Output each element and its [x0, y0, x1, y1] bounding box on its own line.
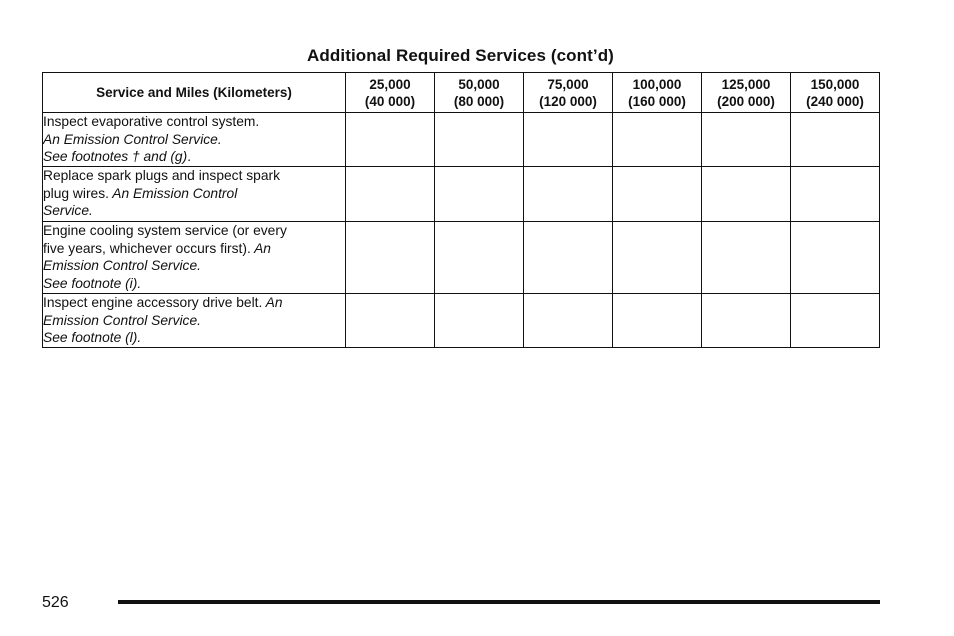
schedule-cell	[613, 222, 702, 294]
emission-note: An	[250, 240, 271, 256]
header-interval-50000	[435, 73, 524, 113]
page-title: Additional Required Services (cont’d)	[307, 46, 614, 65]
footer-rule	[118, 600, 880, 604]
schedule-cell	[435, 113, 524, 167]
emission-note: Emission Control Service.	[43, 312, 201, 328]
header-service: Service and Miles (Kilometers)	[43, 73, 346, 113]
schedule-cell	[435, 167, 524, 222]
footnote-ref: See footnote (l).	[43, 330, 142, 345]
table-row	[43, 294, 880, 348]
service-cell-spark-plugs	[43, 167, 346, 222]
service-cell-evaporative	[43, 113, 346, 167]
interval-miles: 150,000	[810, 76, 860, 92]
schedule-cell	[346, 167, 435, 222]
emission-note: Emission Control Service.	[43, 258, 201, 273]
maintenance-schedule-table	[42, 72, 880, 348]
header-interval-75000	[524, 73, 613, 113]
service-cell-drive-belt	[43, 294, 346, 348]
footnote-ref: See footnote (i).	[43, 275, 142, 291]
interval-km: (160 000)	[628, 93, 686, 109]
service-text: five years, whichever occurs first).	[43, 240, 251, 256]
interval-km: (240 000)	[806, 93, 864, 109]
interval-miles: 25,000	[369, 76, 411, 92]
service-text: Replace spark plugs and inspect spark	[43, 168, 280, 183]
interval-miles: 100,000	[632, 76, 682, 92]
schedule-cell	[435, 222, 524, 294]
schedule-cell	[613, 113, 702, 167]
schedule-cell	[346, 294, 435, 348]
footnote-end: .	[187, 149, 192, 164]
service-cell-cooling-system	[43, 222, 346, 294]
interval-miles: 50,000	[458, 76, 500, 92]
schedule-cell	[524, 113, 613, 167]
emission-note: An Emission Control	[108, 185, 238, 201]
header-row	[43, 73, 880, 113]
header-interval-125000	[702, 73, 791, 113]
interval-km: (80 000)	[453, 93, 505, 109]
schedule-cell	[791, 222, 880, 294]
emission-note: An	[262, 295, 283, 310]
schedule-cell	[346, 113, 435, 167]
service-text: Inspect engine accessory drive belt.	[43, 295, 263, 310]
header-interval-150000	[791, 73, 880, 113]
header-interval-25000	[346, 73, 435, 113]
emission-note: Service.	[43, 203, 93, 218]
schedule-cell	[613, 294, 702, 348]
schedule-cell	[346, 222, 435, 294]
header-interval-100000	[613, 73, 702, 113]
schedule-cell	[702, 113, 791, 167]
emission-note: An Emission Control Service.	[43, 131, 222, 147]
schedule-cell	[613, 167, 702, 222]
interval-km: (120 000)	[539, 93, 597, 109]
schedule-cell	[524, 222, 613, 294]
schedule-cell	[435, 294, 524, 348]
footnote-ref: See footnotes † and (g)	[43, 149, 188, 164]
interval-miles: 125,000	[721, 76, 771, 92]
schedule-cell	[702, 222, 791, 294]
interval-km: (200 000)	[717, 93, 775, 109]
schedule-cell	[524, 167, 613, 222]
schedule-cell	[791, 294, 880, 348]
schedule-cell	[702, 167, 791, 222]
interval-miles: 75,000	[547, 76, 589, 92]
schedule-cell	[702, 294, 791, 348]
schedule-cell	[791, 167, 880, 222]
table-row	[43, 222, 880, 294]
schedule-cell	[791, 113, 880, 167]
table-row	[43, 113, 880, 167]
service-text: Inspect evaporative control system.	[43, 114, 260, 129]
interval-km: (40 000)	[364, 93, 416, 109]
service-text: plug wires.	[43, 185, 109, 201]
page-number: 526	[42, 594, 69, 611]
table-row	[43, 167, 880, 222]
schedule-cell	[524, 294, 613, 348]
service-text: Engine cooling system service (or every	[43, 223, 287, 238]
